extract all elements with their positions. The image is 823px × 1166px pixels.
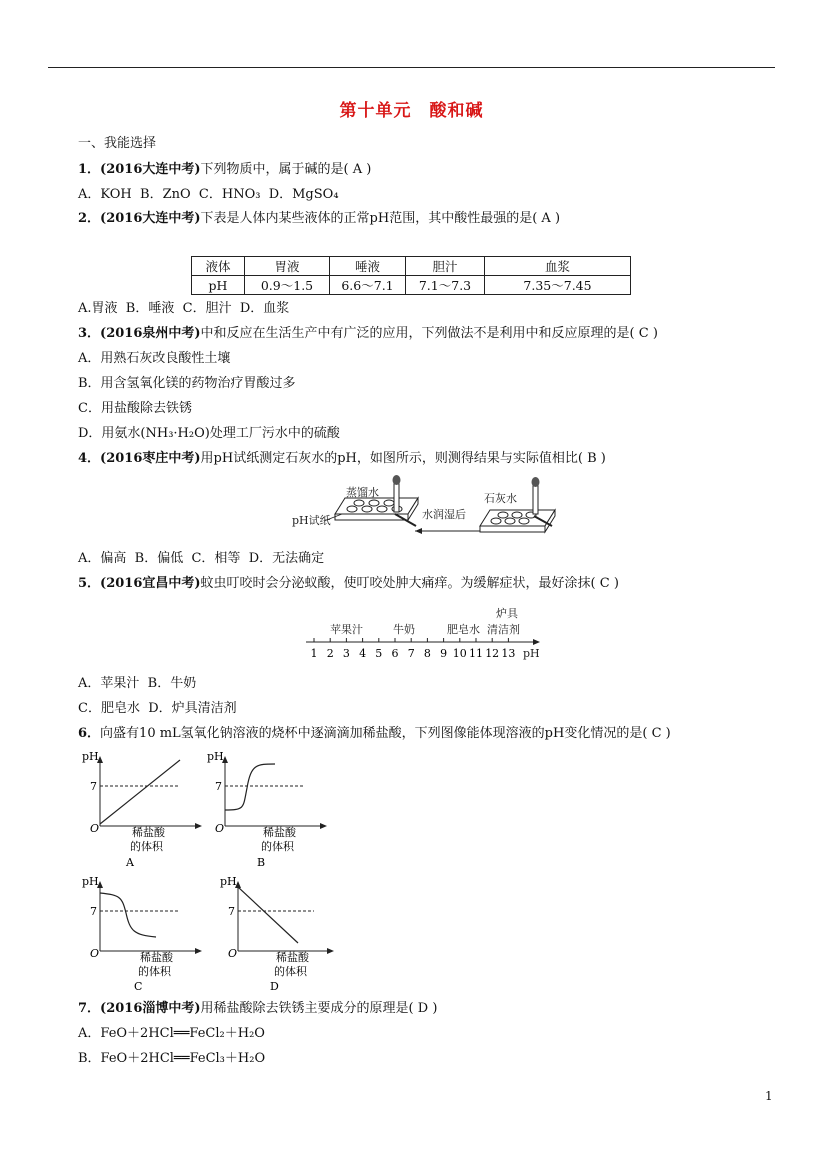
q4-option-b: B．偏低 [134,551,184,566]
q4-option-c: C．相等 [191,551,241,566]
ph-scale-tick-label: 9 [440,647,448,660]
question-1 [78,161,371,179]
graph-c-curve [100,893,156,937]
q5-answer: C [599,576,610,591]
label-ph-paper: pH试纸 [292,514,331,527]
graph-d-xlabel-1: 稀盐酸 [276,951,309,964]
label-cleaner: 清洁剂 [487,623,520,636]
ph-table-value-row [192,276,631,295]
q5-options-row1 [78,675,196,693]
label-after-wetting: 水润湿后 [422,508,466,521]
right-dropper-icon [532,477,540,514]
graph-c-xlabel-1: 稀盐酸 [140,951,173,964]
q5-stem: 蚊虫叮咬时会分泌蚁酸，使叮咬处肿大痛痒。为缓解症状，最好涂抹( [200,576,596,591]
q5-option-b: B．牛奶 [147,676,197,691]
ph-scale-tick-label: 8 [423,647,431,660]
ph-scale-tick-label: 10 [452,647,467,660]
q1-stem: 下列物质中，属于碱的是( [200,162,349,177]
q1-option-d: D．MgSO₄ [268,187,339,202]
graph-c-origin: O [90,947,100,960]
label-soap-water: 肥皂水 [447,623,480,636]
q4-option-d: D．无法确定 [248,551,325,566]
graph-a-seven: 7 [90,780,97,793]
ph-scale-unit: pH [523,647,540,660]
q2-answer: A [541,211,551,226]
page-number: 1 [765,1089,773,1103]
table-cell: 血浆 [485,257,631,276]
q2-option-d: D．血浆 [239,301,290,316]
table-cell: 胆汁 [406,257,485,276]
ph-scale-tick-label: 4 [359,647,367,660]
ph-scale-tick-label: 3 [342,647,350,660]
ph-scale-arrow-icon [533,639,540,645]
graph-a-xlabel-2: 的体积 [130,840,163,853]
left-spot-plate [335,498,418,520]
q5-number: 5． [78,576,101,591]
graph-a-origin: O [90,822,100,835]
left-dropper-icon [393,475,401,512]
graph-b-xlabel-1: 稀盐酸 [263,826,296,839]
graph-c-seven: 7 [90,905,97,918]
table-cell: 胃液 [245,257,330,276]
q4-answer: B [587,451,597,466]
q4-number: 4． [78,451,101,466]
q5-option-d: D．炉具清洁剂 [148,701,237,716]
graph-c-ylabel: pH [82,875,99,888]
graph-d-seven: 7 [228,905,235,918]
q5-option-c: C．肥皂水 [78,701,140,716]
ph-table-header-row [192,257,631,276]
ph-scale-tick-label: 6 [391,647,399,660]
q3-option-b: B．用含氢氧化镁的药物治疗胃酸过多 [78,376,296,391]
graph-a-letter: A [126,856,134,869]
graph-b-letter: B [257,856,266,869]
q3-stem: 中和反应在生活生产中有广泛的应用，下列做法不是利用中和反应原理的是( [200,326,635,341]
q2-number: 2． [78,211,101,226]
label-apple-juice: 苹果汁 [330,623,363,636]
graph-a-xlabel-1: 稀盐酸 [132,826,165,839]
q6-answer: C [651,726,662,741]
ph-scale-tick-label: 11 [469,647,483,660]
graph-c-xlabel-2: 的体积 [138,965,171,978]
q6-close: ) [665,726,671,741]
q3-option-d: D．用氨水(NH₃·H₂O)处理工厂污水中的硫酸 [78,426,340,441]
q1-answer: A [352,162,363,177]
q5-options-row2 [78,700,237,718]
q4-stem: 用pH试纸测定石灰水的pH，如图所示，则测得结果与实际值相比( [200,451,583,466]
question-6 [78,725,671,743]
q7-answer: D [417,1001,429,1016]
table-cell: 7.1～7.3 [406,276,485,295]
q2-close: ) [554,211,561,226]
q7-source: (2016淄博中考) [100,1001,201,1016]
label-milk: 牛奶 [393,623,415,636]
graph-a-curve [100,760,180,824]
graph-b-origin: O [215,822,225,835]
q2-option-a: A.胃液 [78,301,118,316]
graph-c [82,875,202,993]
arrow-head-icon [415,528,422,534]
q7-option-b: B．FeO＋2HCl══FeCl₃＋H₂O [78,1051,266,1066]
q7-stem: 用稀盐酸除去铁锈主要成分的原理是( [200,1001,414,1016]
graph-d-letter: D [270,980,279,993]
q5-source: (2016宜昌中考) [100,576,201,591]
label-limewater: 石灰水 [484,492,517,505]
ph-scale-tick-label: 2 [326,647,334,660]
graph-d [220,875,334,993]
question-3 [78,325,658,343]
ph-graphs-figure [80,748,330,993]
q3-option-a: A．用熟石灰改良酸性土壤 [78,351,231,366]
label-distilled-water: 蒸馏水 [346,486,379,499]
q3-number: 3． [78,326,101,341]
q5-option-a: A．苹果汁 [78,676,140,691]
page-title: 第十单元 酸和碱 [339,101,484,121]
graph-b-seven: 7 [215,780,222,793]
q4-options [78,550,324,568]
ph-paper-figure [290,474,565,546]
question-5 [78,575,619,593]
graph-d-origin: O [228,947,238,960]
ph-table [191,256,631,295]
table-cell: 0.9～1.5 [245,276,330,295]
graph-d-ylabel: pH [220,875,237,888]
question-4 [78,450,606,468]
graph-a-ylabel: pH [82,750,99,763]
ph-scale-tick-label: 1 [310,647,318,660]
ph-scale-tick-label: 5 [375,647,383,660]
header-rule [48,67,775,68]
section-heading: 一、我能选择 [78,136,157,151]
q2-options [78,300,289,318]
q3-source: (2016泉州中考) [100,326,201,341]
graph-b-ylabel: pH [207,750,224,763]
q2-stem: 下表是人体内某些液体的正常pH范围，其中酸性最强的是( [200,211,538,226]
q1-number: 1． [78,162,101,177]
q2-option-b: B．唾液 [125,301,175,316]
ph-scale-tick-label: 7 [407,647,415,660]
q4-option-a: A．偏高 [78,551,127,566]
q3-answer: C [638,326,649,341]
q7-close: ) [432,1001,438,1016]
q6-stem: 向盛有10 mL氢氧化钠溶液的烧杯中逐滴滴加稀盐酸，下列图像能体现溶液的pH变化情况的是( [100,726,648,741]
graph-d-curve [238,887,298,943]
graph-b-xlabel-2: 的体积 [261,840,294,853]
graph-b-curve [225,764,275,810]
table-cell: 7.35～7.45 [485,276,631,295]
q1-options [78,186,339,204]
ph-scale-tick-label: 13 [501,647,516,660]
q3-close: ) [652,326,658,341]
table-cell: 6.6～7.1 [330,276,406,295]
question-2 [78,210,560,228]
ph-scale-figure [300,602,560,662]
q1-source: (2016大连中考) [100,162,201,177]
ph-scale-tick-label: 12 [485,647,500,660]
q1-option-c: C．HNO₃ [198,187,261,202]
label-stove: 炉具 [496,607,518,620]
q7-option-a: A．FeO＋2HCl══FeCl₂＋H₂O [78,1026,265,1041]
graph-c-letter: C [134,980,143,993]
graph-d-xlabel-2: 的体积 [274,965,307,978]
q4-source: (2016枣庄中考) [100,451,201,466]
graph-a [82,750,202,869]
q5-close: ) [613,576,619,591]
table-cell: 液体 [192,257,245,276]
table-cell: 唾液 [330,257,406,276]
q7-number: 7． [78,1001,101,1016]
q1-close: ) [366,162,372,177]
graph-b [207,750,327,869]
table-cell: pH [192,276,245,295]
q3-option-c: C．用盐酸除去铁锈 [78,401,192,416]
q1-option-a: A．KOH [78,187,132,202]
q2-source: (2016大连中考) [100,211,201,226]
q4-close: ) [600,451,606,466]
q2-option-c: C．胆汁 [182,301,232,316]
q6-number: 6． [78,726,101,741]
q1-option-b: B．ZnO [140,187,191,202]
question-7 [78,1000,437,1018]
